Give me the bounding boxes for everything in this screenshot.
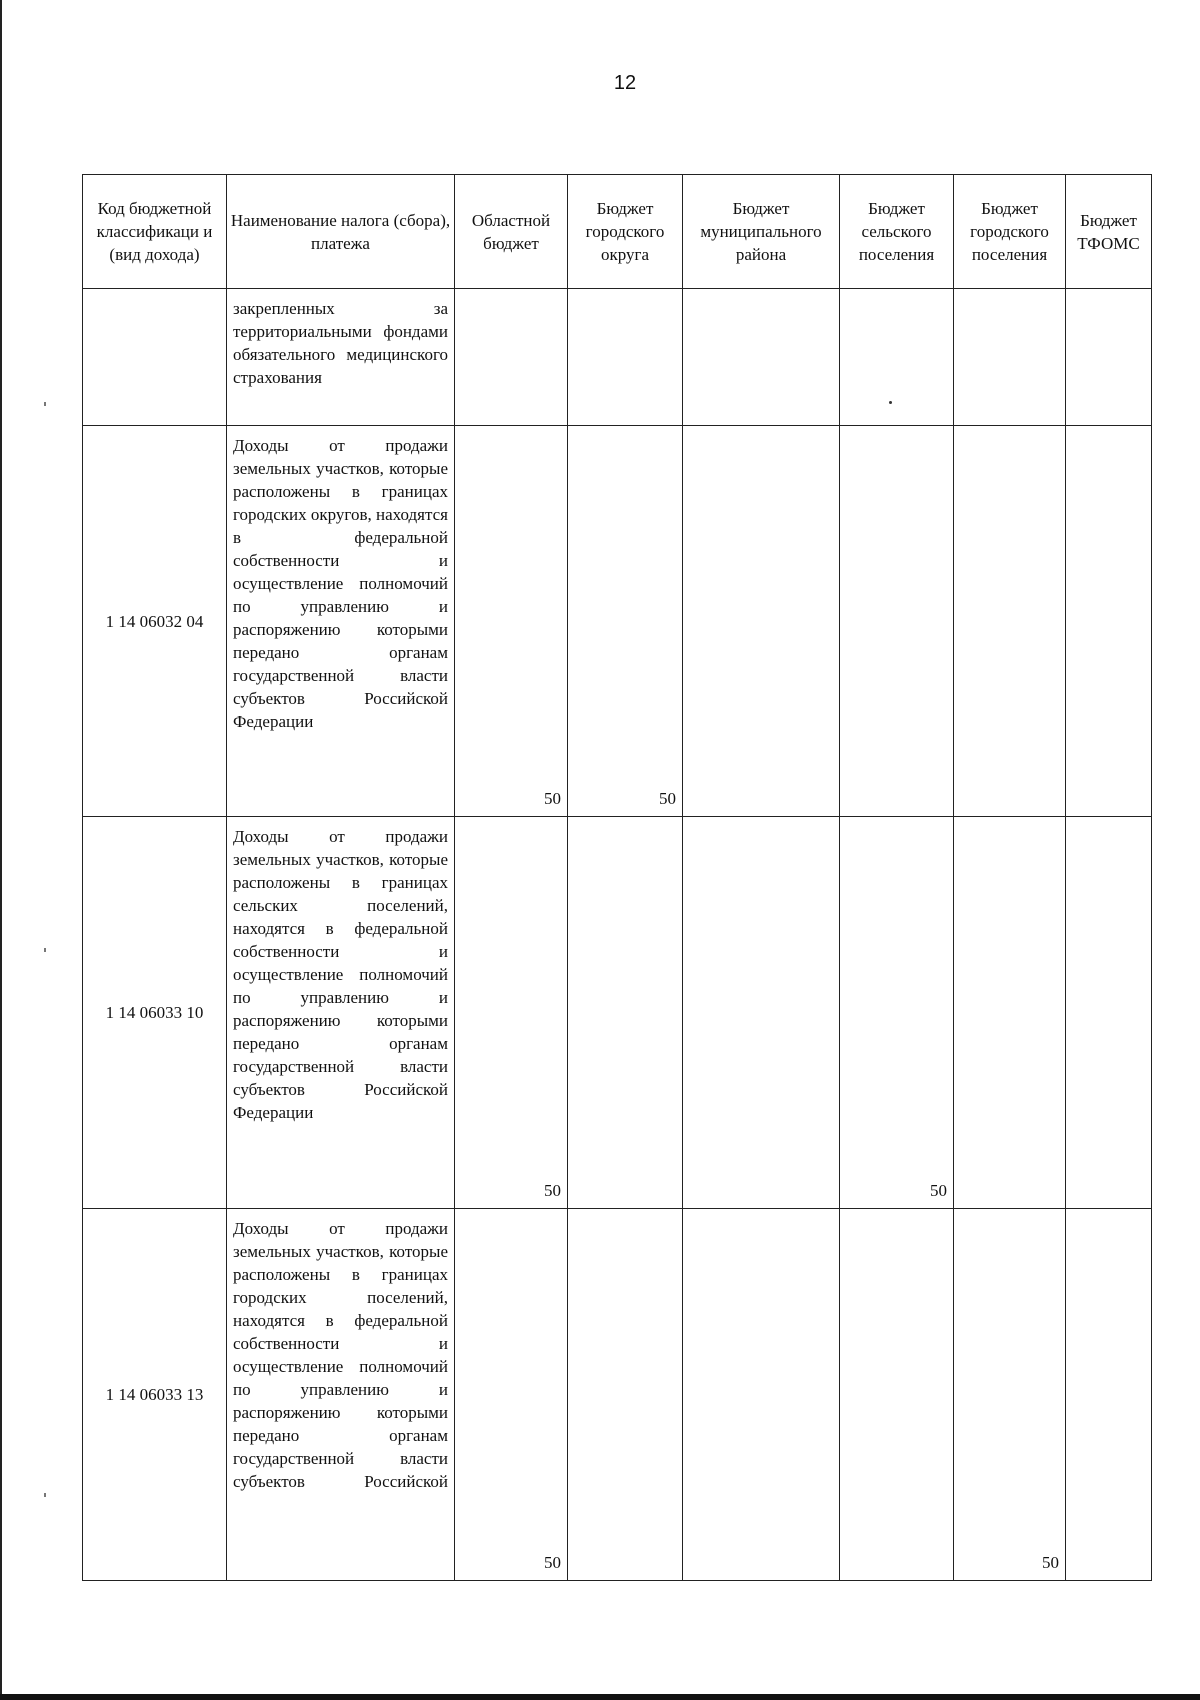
value-regional: 50	[455, 817, 568, 1209]
row-tax-name: Доходы от продажи земельных участков, которые расположены в границах городских поселений, находятся в федеральной собственности и осуществление полномочий по управлению и распоряжению которыми передано органам государственной власти субъектов Российской	[227, 1209, 455, 1581]
value-urban-settlement	[954, 289, 1066, 426]
value-rural-settlement: 50	[840, 817, 954, 1209]
value-municipal-district	[683, 426, 840, 817]
page-number: 12	[613, 72, 637, 94]
value-rural-settlement	[840, 289, 954, 426]
value-tfoms	[1066, 1209, 1152, 1581]
value-municipal-district	[683, 817, 840, 1209]
scan-edge-left	[0, 0, 2, 1700]
row-code	[83, 289, 227, 426]
header-tfoms-budget: Бюджет ТФОМС	[1066, 175, 1152, 289]
value-regional: 50	[455, 1209, 568, 1581]
value-urban-settlement	[954, 817, 1066, 1209]
value-city-district	[568, 817, 683, 1209]
scan-speck	[44, 1493, 46, 1497]
row-code: 1 14 06033 10	[83, 817, 227, 1209]
table-row	[83, 426, 1152, 817]
value-city-district	[568, 1209, 683, 1581]
row-code: 1 14 06033 13	[83, 1209, 227, 1581]
header-city-district-budget: Бюджет городского округа	[568, 175, 683, 289]
scan-speck	[44, 402, 46, 406]
row-tax-name: закрепленных за территориальными фондами обязательного медицинского страхования	[227, 289, 455, 426]
value-urban-settlement	[954, 426, 1066, 817]
header-urban-settlement-budget: Бюджет городского поселения	[954, 175, 1066, 289]
value-rural-settlement	[840, 426, 954, 817]
table-row	[83, 1209, 1152, 1581]
value-rural-settlement	[840, 1209, 954, 1581]
scan-edge-bottom	[0, 1694, 1200, 1700]
value-regional: 50	[455, 426, 568, 817]
value-municipal-district	[683, 1209, 840, 1581]
header-regional-budget: Областной бюджет	[455, 175, 568, 289]
budget-classification-table	[82, 174, 1152, 1581]
row-tax-name: Доходы от продажи земельных участков, которые расположены в границах сельских поселений, находятся в федеральной собственности и осуществление полномочий по управлению и распоряжению которыми передано органам государственной власти субъектов Российской Федерации	[227, 817, 455, 1209]
value-regional	[455, 289, 568, 426]
header-tax-name: Наименование налога (сбора), платежа	[227, 175, 455, 289]
table-row	[83, 817, 1152, 1209]
scan-speck	[889, 401, 892, 404]
table-header-row	[83, 175, 1152, 289]
header-municipal-district-budget: Бюджет муниципального района	[683, 175, 840, 289]
value-city-district: 50	[568, 426, 683, 817]
row-tax-name: Доходы от продажи земельных участков, которые расположены в границах городских округов, находятся в федеральной собственности и осуществление полномочий по управлению и распоряжению которыми передано органам государственной власти субъектов Российской Федерации	[227, 426, 455, 817]
value-municipal-district	[683, 289, 840, 426]
value-tfoms	[1066, 426, 1152, 817]
value-urban-settlement: 50	[954, 1209, 1066, 1581]
header-code: Код бюджетной классификаци и (вид дохода)	[83, 175, 227, 289]
value-tfoms	[1066, 817, 1152, 1209]
row-code: 1 14 06032 04	[83, 426, 227, 817]
table-row	[83, 289, 1152, 426]
value-tfoms	[1066, 289, 1152, 426]
header-rural-settlement-budget: Бюджет сельского поселения	[840, 175, 954, 289]
scan-speck	[44, 948, 46, 952]
value-city-district	[568, 289, 683, 426]
